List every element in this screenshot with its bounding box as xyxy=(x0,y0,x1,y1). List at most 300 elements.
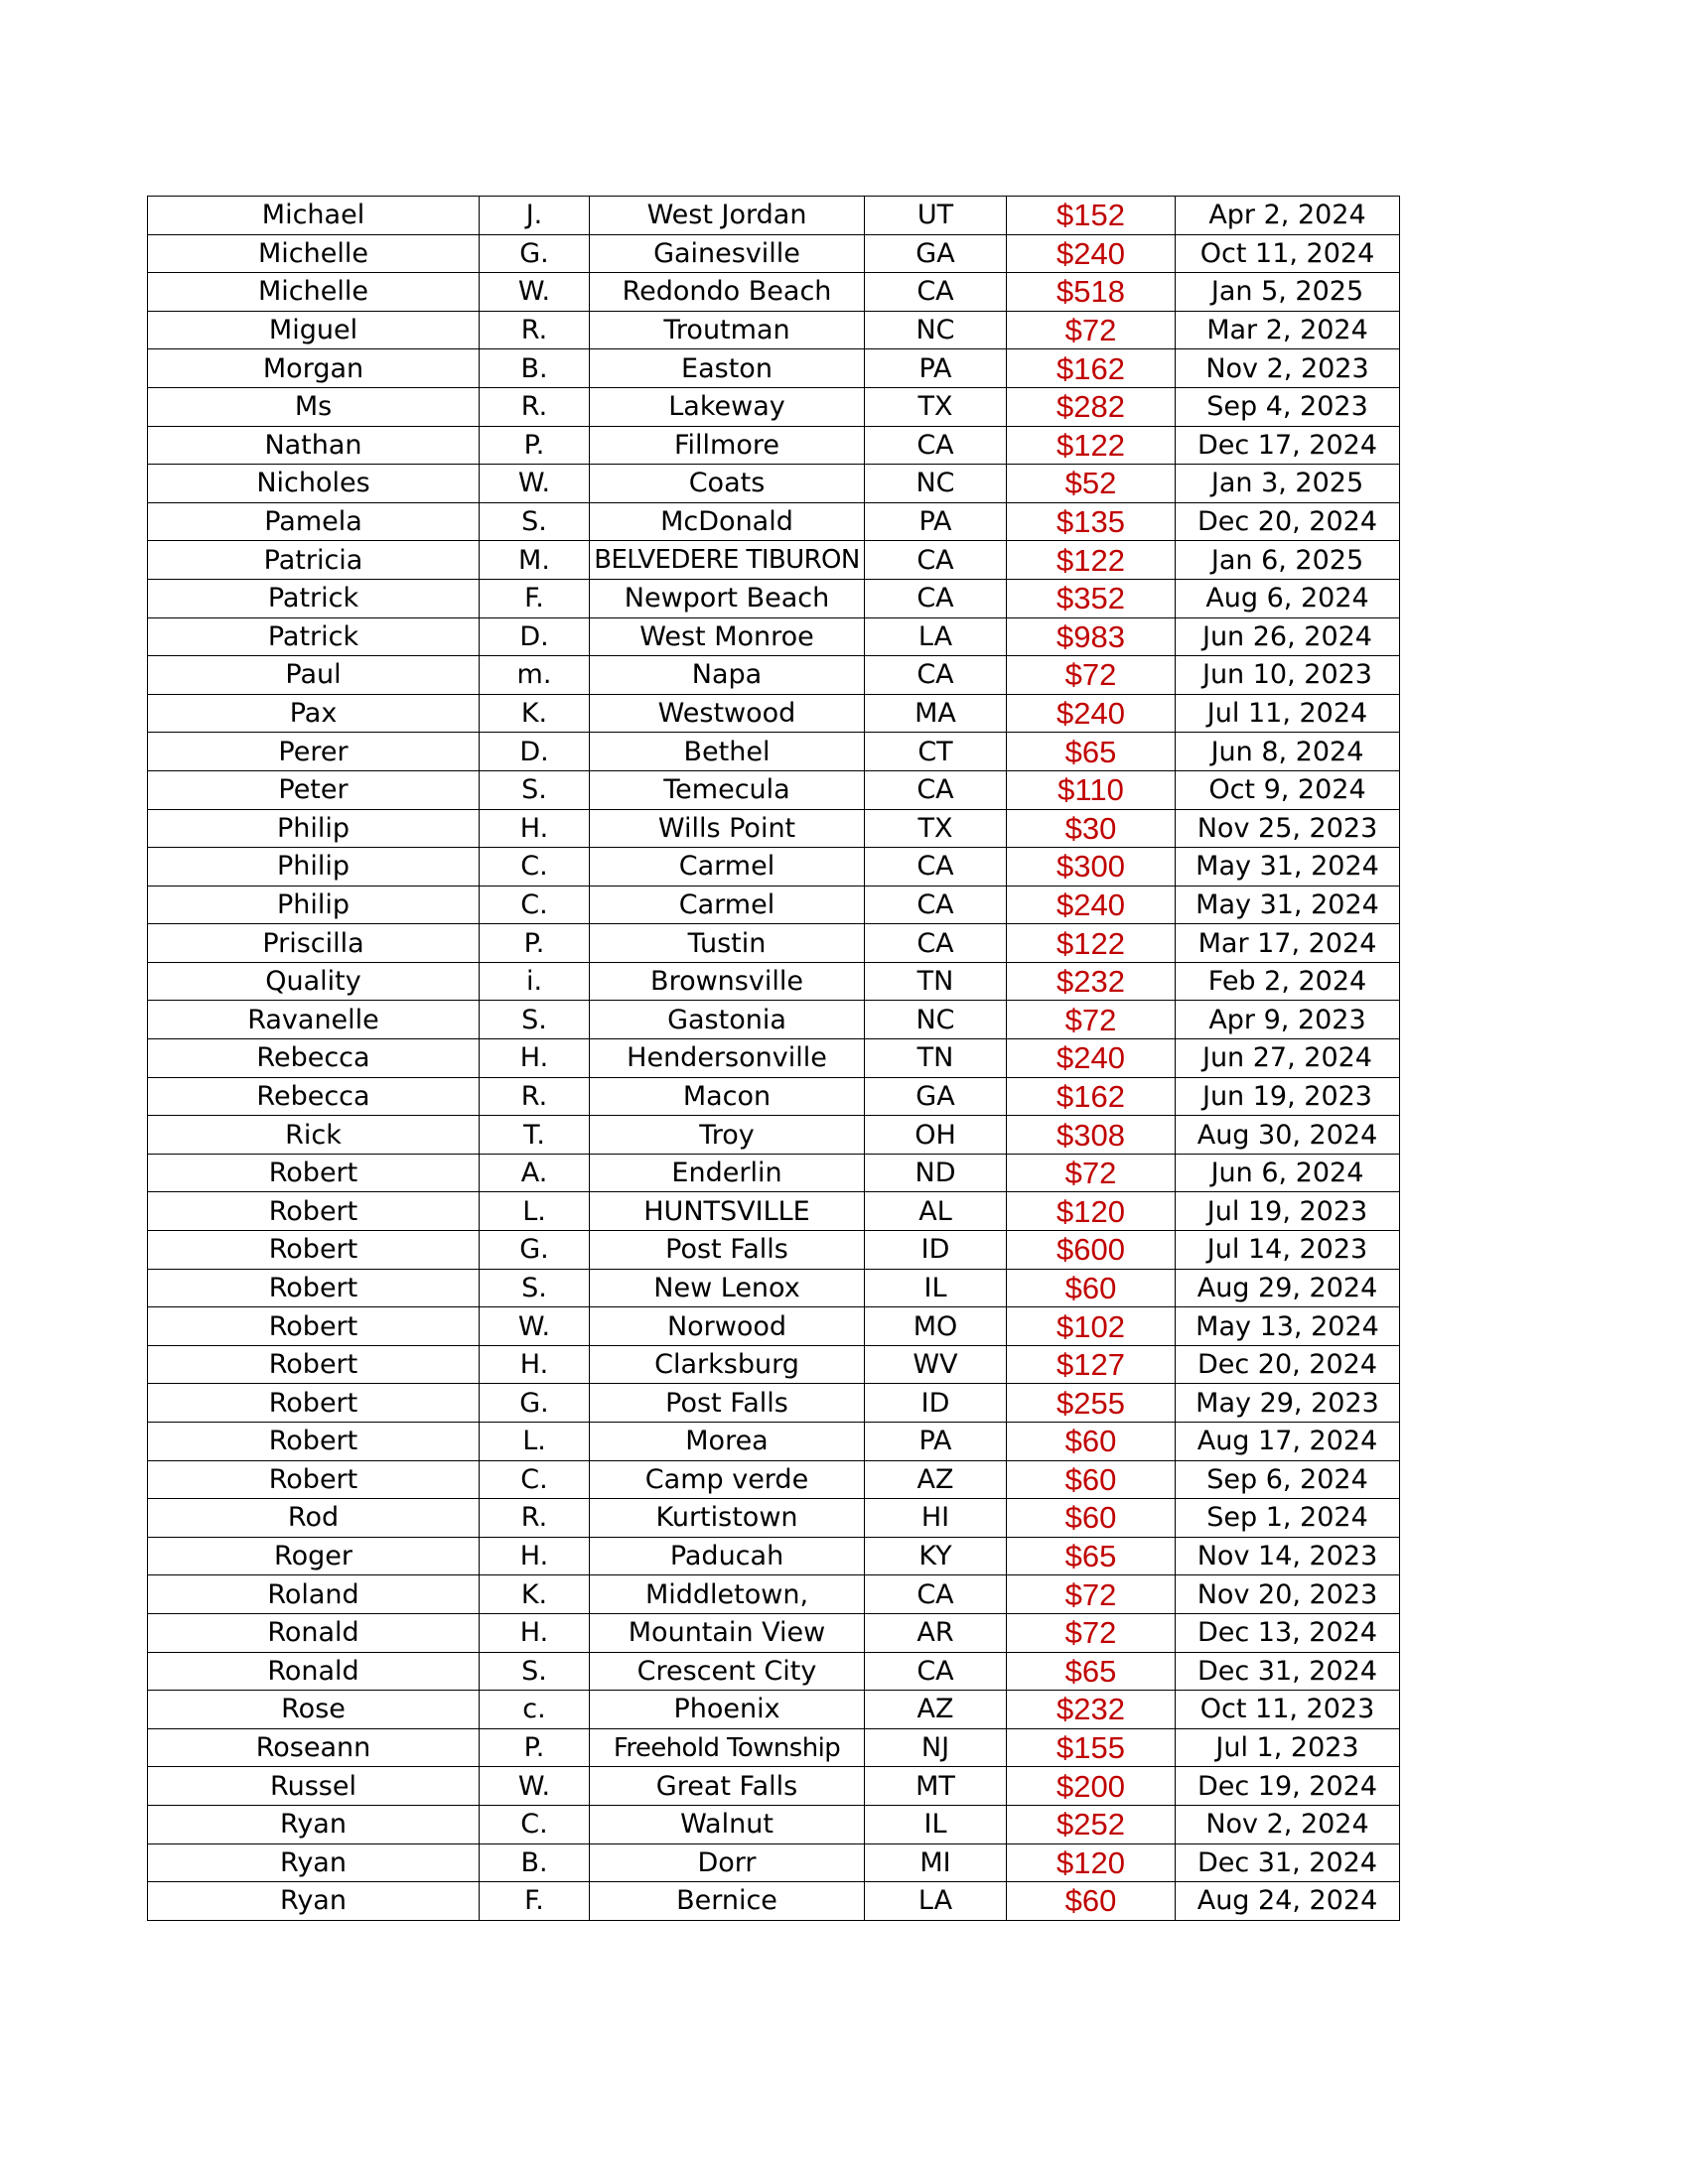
table-row xyxy=(148,273,1400,312)
last-initial-cell: G. xyxy=(480,1384,590,1423)
last-initial-cell: B. xyxy=(480,1843,590,1882)
first-name-cell: Rick xyxy=(148,1116,480,1155)
last-initial-cell: L. xyxy=(480,1423,590,1461)
city-cell: Crescent City xyxy=(590,1652,865,1691)
table-row xyxy=(148,656,1400,695)
amount-cell: $122 xyxy=(1007,924,1176,963)
date-cell: May 29, 2023 xyxy=(1176,1384,1400,1423)
amount-cell: $232 xyxy=(1007,1691,1176,1729)
date-cell: Mar 17, 2024 xyxy=(1176,924,1400,963)
table-row xyxy=(148,848,1400,887)
city-cell: Brownsville xyxy=(590,962,865,1001)
table-row xyxy=(148,465,1400,503)
amount-cell: $30 xyxy=(1007,809,1176,848)
city-cell: Morea xyxy=(590,1423,865,1461)
state-cell: CA xyxy=(865,273,1007,312)
date-cell: Oct 9, 2024 xyxy=(1176,770,1400,809)
date-cell: Aug 6, 2024 xyxy=(1176,579,1400,617)
city-cell: Easton xyxy=(590,349,865,388)
date-cell: Aug 17, 2024 xyxy=(1176,1423,1400,1461)
state-cell: PA xyxy=(865,349,1007,388)
city-cell: HUNTSVILLE xyxy=(590,1192,865,1231)
amount-cell: $240 xyxy=(1007,886,1176,924)
first-name-cell: Michael xyxy=(148,197,480,235)
table-row xyxy=(148,1269,1400,1307)
table-row xyxy=(148,1728,1400,1767)
first-name-cell: Robert xyxy=(148,1423,480,1461)
first-name-cell: Patrick xyxy=(148,579,480,617)
last-initial-cell: G. xyxy=(480,234,590,273)
table-row xyxy=(148,1001,1400,1039)
first-name-cell: Robert xyxy=(148,1192,480,1231)
state-cell: NJ xyxy=(865,1728,1007,1767)
table-row xyxy=(148,1882,1400,1921)
state-cell: AZ xyxy=(865,1691,1007,1729)
city-cell: Kurtistown xyxy=(590,1499,865,1538)
first-name-cell: Ms xyxy=(148,387,480,426)
amount-cell: $65 xyxy=(1007,733,1176,771)
state-cell: ND xyxy=(865,1154,1007,1192)
last-initial-cell: R. xyxy=(480,387,590,426)
date-cell: Apr 2, 2024 xyxy=(1176,197,1400,235)
date-cell: Jan 5, 2025 xyxy=(1176,273,1400,312)
amount-cell: $300 xyxy=(1007,848,1176,887)
state-cell: CA xyxy=(865,848,1007,887)
amount-cell: $72 xyxy=(1007,1575,1176,1614)
amount-cell: $122 xyxy=(1007,426,1176,465)
last-initial-cell: F. xyxy=(480,1882,590,1921)
first-name-cell: Pax xyxy=(148,694,480,733)
state-cell: CA xyxy=(865,770,1007,809)
first-name-cell: Perer xyxy=(148,733,480,771)
table-row xyxy=(148,924,1400,963)
first-name-cell: Paul xyxy=(148,656,480,695)
amount-cell: $152 xyxy=(1007,197,1176,235)
amount-cell: $72 xyxy=(1007,311,1176,349)
city-cell: Gastonia xyxy=(590,1001,865,1039)
state-cell: TN xyxy=(865,962,1007,1001)
amount-cell: $282 xyxy=(1007,387,1176,426)
table-row xyxy=(148,502,1400,541)
amount-cell: $600 xyxy=(1007,1231,1176,1270)
date-cell: Aug 24, 2024 xyxy=(1176,1882,1400,1921)
state-cell: CA xyxy=(865,1575,1007,1614)
amount-cell: $308 xyxy=(1007,1116,1176,1155)
state-cell: AZ xyxy=(865,1460,1007,1499)
state-cell: NC xyxy=(865,465,1007,503)
last-initial-cell: H. xyxy=(480,1613,590,1652)
city-cell: Macon xyxy=(590,1077,865,1116)
last-initial-cell: c. xyxy=(480,1691,590,1729)
table-row xyxy=(148,733,1400,771)
first-name-cell: Ryan xyxy=(148,1805,480,1843)
city-cell: Enderlin xyxy=(590,1154,865,1192)
table-row xyxy=(148,1843,1400,1882)
date-cell: Jun 27, 2024 xyxy=(1176,1039,1400,1078)
first-name-cell: Quality xyxy=(148,962,480,1001)
amount-cell: $60 xyxy=(1007,1460,1176,1499)
first-name-cell: Ryan xyxy=(148,1843,480,1882)
last-initial-cell: A. xyxy=(480,1154,590,1192)
city-cell: Temecula xyxy=(590,770,865,809)
first-name-cell: Ronald xyxy=(148,1652,480,1691)
amount-cell: $72 xyxy=(1007,1613,1176,1652)
amount-cell: $52 xyxy=(1007,465,1176,503)
city-cell: Lakeway xyxy=(590,387,865,426)
date-cell: Dec 31, 2024 xyxy=(1176,1843,1400,1882)
last-initial-cell: m. xyxy=(480,656,590,695)
date-cell: Jan 3, 2025 xyxy=(1176,465,1400,503)
city-cell: Middletown, xyxy=(590,1575,865,1614)
city-cell: West Monroe xyxy=(590,617,865,656)
table-row xyxy=(148,1307,1400,1346)
table-row xyxy=(148,311,1400,349)
last-initial-cell: i. xyxy=(480,962,590,1001)
date-cell: Dec 17, 2024 xyxy=(1176,426,1400,465)
city-cell: Coats xyxy=(590,465,865,503)
table-row xyxy=(148,1652,1400,1691)
state-cell: CA xyxy=(865,541,1007,580)
state-cell: CA xyxy=(865,886,1007,924)
city-cell: Westwood xyxy=(590,694,865,733)
state-cell: MO xyxy=(865,1307,1007,1346)
amount-cell: $120 xyxy=(1007,1843,1176,1882)
first-name-cell: Russel xyxy=(148,1767,480,1806)
last-initial-cell: C. xyxy=(480,886,590,924)
table-row xyxy=(148,1691,1400,1729)
last-initial-cell: L. xyxy=(480,1192,590,1231)
first-name-cell: Robert xyxy=(148,1307,480,1346)
date-cell: Nov 20, 2023 xyxy=(1176,1575,1400,1614)
table-row xyxy=(148,387,1400,426)
city-cell: Hendersonville xyxy=(590,1039,865,1078)
last-initial-cell: H. xyxy=(480,1345,590,1384)
city-cell: Newport Beach xyxy=(590,579,865,617)
amount-cell: $65 xyxy=(1007,1652,1176,1691)
date-cell: May 31, 2024 xyxy=(1176,886,1400,924)
city-cell: Dorr xyxy=(590,1843,865,1882)
amount-cell: $60 xyxy=(1007,1423,1176,1461)
date-cell: Jan 6, 2025 xyxy=(1176,541,1400,580)
table-row xyxy=(148,579,1400,617)
table-row xyxy=(148,1575,1400,1614)
date-cell: Oct 11, 2023 xyxy=(1176,1691,1400,1729)
amount-cell: $60 xyxy=(1007,1499,1176,1538)
last-initial-cell: D. xyxy=(480,733,590,771)
date-cell: Jul 1, 2023 xyxy=(1176,1728,1400,1767)
date-cell: Aug 29, 2024 xyxy=(1176,1269,1400,1307)
date-cell: Jun 6, 2024 xyxy=(1176,1154,1400,1192)
first-name-cell: Miguel xyxy=(148,311,480,349)
first-name-cell: Roland xyxy=(148,1575,480,1614)
state-cell: ID xyxy=(865,1231,1007,1270)
amount-cell: $60 xyxy=(1007,1882,1176,1921)
date-cell: May 13, 2024 xyxy=(1176,1307,1400,1346)
table-row xyxy=(148,1537,1400,1575)
state-cell: NC xyxy=(865,1001,1007,1039)
donor-table xyxy=(147,196,1400,1921)
state-cell: AL xyxy=(865,1192,1007,1231)
table-row xyxy=(148,426,1400,465)
date-cell: Aug 30, 2024 xyxy=(1176,1116,1400,1155)
amount-cell: $72 xyxy=(1007,1154,1176,1192)
state-cell: MT xyxy=(865,1767,1007,1806)
table-row xyxy=(148,197,1400,235)
table-row xyxy=(148,886,1400,924)
table-row xyxy=(148,1460,1400,1499)
city-cell: Freehold Township xyxy=(590,1728,865,1767)
city-cell: Great Falls xyxy=(590,1767,865,1806)
table-row xyxy=(148,694,1400,733)
table-row xyxy=(148,541,1400,580)
first-name-cell: Philip xyxy=(148,848,480,887)
last-initial-cell: M. xyxy=(480,541,590,580)
amount-cell: $240 xyxy=(1007,234,1176,273)
first-name-cell: Ravanelle xyxy=(148,1001,480,1039)
city-cell: Napa xyxy=(590,656,865,695)
state-cell: LA xyxy=(865,617,1007,656)
state-cell: NC xyxy=(865,311,1007,349)
first-name-cell: Philip xyxy=(148,809,480,848)
state-cell: CT xyxy=(865,733,1007,771)
last-initial-cell: C. xyxy=(480,1460,590,1499)
amount-cell: $240 xyxy=(1007,694,1176,733)
last-initial-cell: P. xyxy=(480,426,590,465)
state-cell: PA xyxy=(865,502,1007,541)
table-row xyxy=(148,1613,1400,1652)
last-initial-cell: R. xyxy=(480,311,590,349)
city-cell: BELVEDERE TIBURON xyxy=(590,541,865,580)
city-cell: Troy xyxy=(590,1116,865,1155)
last-initial-cell: R. xyxy=(480,1499,590,1538)
city-cell: Gainesville xyxy=(590,234,865,273)
amount-cell: $252 xyxy=(1007,1805,1176,1843)
amount-cell: $135 xyxy=(1007,502,1176,541)
first-name-cell: Michelle xyxy=(148,234,480,273)
last-initial-cell: B. xyxy=(480,349,590,388)
first-name-cell: Rebecca xyxy=(148,1039,480,1078)
date-cell: Dec 19, 2024 xyxy=(1176,1767,1400,1806)
amount-cell: $255 xyxy=(1007,1384,1176,1423)
table-row xyxy=(148,1499,1400,1538)
state-cell: HI xyxy=(865,1499,1007,1538)
date-cell: Nov 25, 2023 xyxy=(1176,809,1400,848)
last-initial-cell: G. xyxy=(480,1231,590,1270)
first-name-cell: Roseann xyxy=(148,1728,480,1767)
first-name-cell: Patricia xyxy=(148,541,480,580)
state-cell: CA xyxy=(865,426,1007,465)
date-cell: Dec 31, 2024 xyxy=(1176,1652,1400,1691)
last-initial-cell: P. xyxy=(480,924,590,963)
last-initial-cell: S. xyxy=(480,1269,590,1307)
city-cell: Clarksburg xyxy=(590,1345,865,1384)
amount-cell: $120 xyxy=(1007,1192,1176,1231)
first-name-cell: Robert xyxy=(148,1231,480,1270)
date-cell: Jul 11, 2024 xyxy=(1176,694,1400,733)
date-cell: Jun 26, 2024 xyxy=(1176,617,1400,656)
first-name-cell: Ronald xyxy=(148,1613,480,1652)
date-cell: Sep 1, 2024 xyxy=(1176,1499,1400,1538)
last-initial-cell: C. xyxy=(480,848,590,887)
table-row xyxy=(148,1423,1400,1461)
first-name-cell: Nathan xyxy=(148,426,480,465)
state-cell: MI xyxy=(865,1843,1007,1882)
last-initial-cell: J. xyxy=(480,197,590,235)
first-name-cell: Robert xyxy=(148,1460,480,1499)
city-cell: Fillmore xyxy=(590,426,865,465)
state-cell: MA xyxy=(865,694,1007,733)
state-cell: TN xyxy=(865,1039,1007,1078)
table-row xyxy=(148,1767,1400,1806)
first-name-cell: Roger xyxy=(148,1537,480,1575)
first-name-cell: Robert xyxy=(148,1384,480,1423)
amount-cell: $65 xyxy=(1007,1537,1176,1575)
donor-table-body xyxy=(148,197,1400,1921)
state-cell: CA xyxy=(865,656,1007,695)
first-name-cell: Robert xyxy=(148,1269,480,1307)
first-name-cell: Philip xyxy=(148,886,480,924)
state-cell: IL xyxy=(865,1805,1007,1843)
state-cell: ID xyxy=(865,1384,1007,1423)
city-cell: Phoenix xyxy=(590,1691,865,1729)
last-initial-cell: W. xyxy=(480,465,590,503)
table-row xyxy=(148,962,1400,1001)
amount-cell: $127 xyxy=(1007,1345,1176,1384)
table-row xyxy=(148,1154,1400,1192)
city-cell: Post Falls xyxy=(590,1384,865,1423)
table-row xyxy=(148,1384,1400,1423)
city-cell: Carmel xyxy=(590,886,865,924)
first-name-cell: Peter xyxy=(148,770,480,809)
last-initial-cell: W. xyxy=(480,273,590,312)
last-initial-cell: K. xyxy=(480,1575,590,1614)
state-cell: CA xyxy=(865,924,1007,963)
state-cell: WV xyxy=(865,1345,1007,1384)
last-initial-cell: S. xyxy=(480,1652,590,1691)
state-cell: OH xyxy=(865,1116,1007,1155)
table-row xyxy=(148,809,1400,848)
table-row xyxy=(148,349,1400,388)
city-cell: New Lenox xyxy=(590,1269,865,1307)
table-row xyxy=(148,1805,1400,1843)
state-cell: CA xyxy=(865,579,1007,617)
state-cell: KY xyxy=(865,1537,1007,1575)
date-cell: May 31, 2024 xyxy=(1176,848,1400,887)
first-name-cell: Michelle xyxy=(148,273,480,312)
state-cell: TX xyxy=(865,387,1007,426)
last-initial-cell: P. xyxy=(480,1728,590,1767)
state-cell: IL xyxy=(865,1269,1007,1307)
city-cell: Bethel xyxy=(590,733,865,771)
first-name-cell: Priscilla xyxy=(148,924,480,963)
city-cell: Carmel xyxy=(590,848,865,887)
amount-cell: $200 xyxy=(1007,1767,1176,1806)
state-cell: GA xyxy=(865,1077,1007,1116)
state-cell: UT xyxy=(865,197,1007,235)
last-initial-cell: S. xyxy=(480,502,590,541)
last-initial-cell: D. xyxy=(480,617,590,656)
amount-cell: $72 xyxy=(1007,1001,1176,1039)
table-row xyxy=(148,1039,1400,1078)
date-cell: Jun 8, 2024 xyxy=(1176,733,1400,771)
table-row xyxy=(148,617,1400,656)
table-row xyxy=(148,770,1400,809)
state-cell: CA xyxy=(865,1652,1007,1691)
city-cell: Tustin xyxy=(590,924,865,963)
date-cell: Dec 20, 2024 xyxy=(1176,502,1400,541)
city-cell: Paducah xyxy=(590,1537,865,1575)
first-name-cell: Rod xyxy=(148,1499,480,1538)
first-name-cell: Morgan xyxy=(148,349,480,388)
amount-cell: $155 xyxy=(1007,1728,1176,1767)
date-cell: Dec 20, 2024 xyxy=(1176,1345,1400,1384)
date-cell: Dec 13, 2024 xyxy=(1176,1613,1400,1652)
table-row xyxy=(148,1231,1400,1270)
city-cell: Troutman xyxy=(590,311,865,349)
first-name-cell: Ryan xyxy=(148,1882,480,1921)
table-row xyxy=(148,1192,1400,1231)
date-cell: Nov 2, 2023 xyxy=(1176,349,1400,388)
city-cell: Redondo Beach xyxy=(590,273,865,312)
date-cell: Nov 14, 2023 xyxy=(1176,1537,1400,1575)
last-initial-cell: T. xyxy=(480,1116,590,1155)
state-cell: PA xyxy=(865,1423,1007,1461)
last-initial-cell: S. xyxy=(480,770,590,809)
amount-cell: $72 xyxy=(1007,656,1176,695)
amount-cell: $518 xyxy=(1007,273,1176,312)
amount-cell: $60 xyxy=(1007,1269,1176,1307)
amount-cell: $240 xyxy=(1007,1039,1176,1078)
date-cell: Oct 11, 2024 xyxy=(1176,234,1400,273)
state-cell: AR xyxy=(865,1613,1007,1652)
date-cell: Apr 9, 2023 xyxy=(1176,1001,1400,1039)
table-row xyxy=(148,1345,1400,1384)
first-name-cell: Robert xyxy=(148,1154,480,1192)
first-name-cell: Patrick xyxy=(148,617,480,656)
amount-cell: $983 xyxy=(1007,617,1176,656)
amount-cell: $110 xyxy=(1007,770,1176,809)
last-initial-cell: S. xyxy=(480,1001,590,1039)
table-row xyxy=(148,1077,1400,1116)
amount-cell: $352 xyxy=(1007,579,1176,617)
city-cell: West Jordan xyxy=(590,197,865,235)
date-cell: Jul 14, 2023 xyxy=(1176,1231,1400,1270)
last-initial-cell: H. xyxy=(480,1039,590,1078)
amount-cell: $232 xyxy=(1007,962,1176,1001)
city-cell: Camp verde xyxy=(590,1460,865,1499)
date-cell: Mar 2, 2024 xyxy=(1176,311,1400,349)
last-initial-cell: W. xyxy=(480,1307,590,1346)
table-row xyxy=(148,1116,1400,1155)
last-initial-cell: H. xyxy=(480,1537,590,1575)
amount-cell: $162 xyxy=(1007,1077,1176,1116)
city-cell: Wills Point xyxy=(590,809,865,848)
date-cell: Feb 2, 2024 xyxy=(1176,962,1400,1001)
table-row xyxy=(148,234,1400,273)
state-cell: GA xyxy=(865,234,1007,273)
amount-cell: $122 xyxy=(1007,541,1176,580)
date-cell: Nov 2, 2024 xyxy=(1176,1805,1400,1843)
date-cell: Jun 19, 2023 xyxy=(1176,1077,1400,1116)
amount-cell: $102 xyxy=(1007,1307,1176,1346)
last-initial-cell: H. xyxy=(480,809,590,848)
last-initial-cell: W. xyxy=(480,1767,590,1806)
city-cell: McDonald xyxy=(590,502,865,541)
first-name-cell: Rose xyxy=(148,1691,480,1729)
state-cell: TX xyxy=(865,809,1007,848)
city-cell: Bernice xyxy=(590,1882,865,1921)
first-name-cell: Nicholes xyxy=(148,465,480,503)
